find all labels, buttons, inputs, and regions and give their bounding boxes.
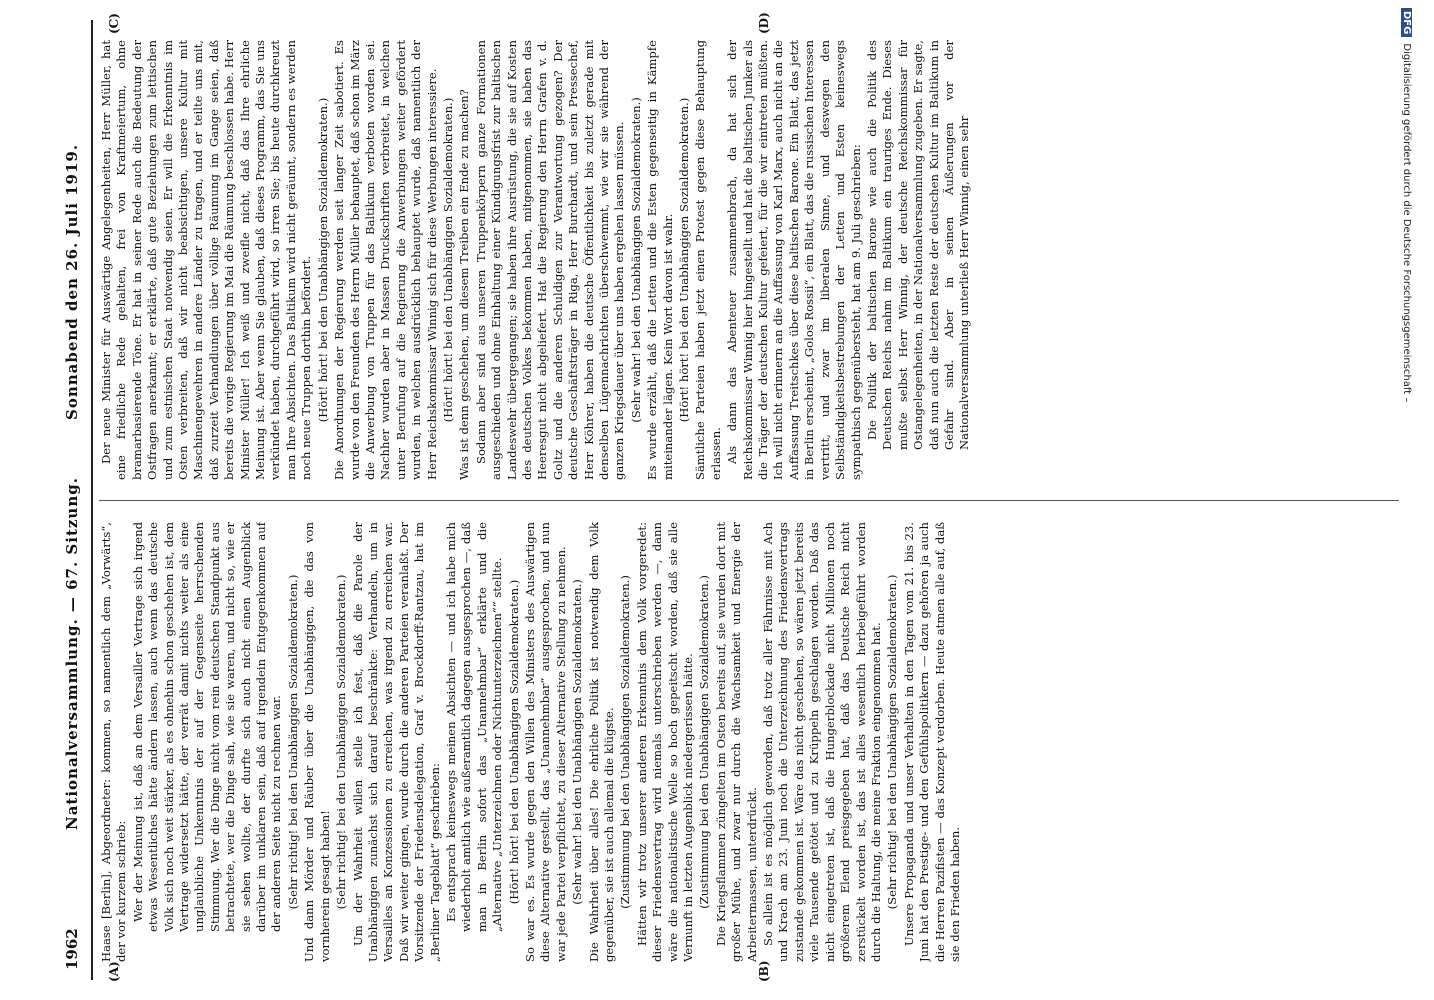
interjection: (Sehr richtig! bei den Unabhängigen Sozialdemokraten.) — [885, 574, 900, 910]
paragraph: Der neue Minister für Auswärtige Angelegenheiten, Herr Müller, hat eine friedliche Rede gehalten, frei von Kraftmeiertum, ohne bramarbasierende Töne. Er hat in seiner Rede auch die Bedeutung der Ostfragen anerkannt; er erklärte, daß gute Beziehungen zum lettischen und zum estnischen Staat notwendig seien. Er will die Erkenntnis im Osten verbreiten, daß wir nicht beabsichtigen, unsere Kultur mit Maschinengewehren in andere Länder zu tragen, und er teilte uns mit, daß zurzeit Verhandlungen über völlige Räumung im Gange seien, daß bereits die vorige Regierung im Mai die Räumung beschlossen habe. Herr Minister Müller! Ich weiß und zweifle nicht, daß das Ihre ehrliche Meinung ist. Aber wenn Sie glauben, daß dieses Programm, das Sie uns verkündet haben, durchgeführt wird, so irren Sie; bis heute durchkreuzt man Ihre Absichten. Das Baltikum wird nicht geräumt, sondern es werden noch neue Truppen dorthin befördert. — [99, 40, 314, 480]
interjection: (Zustimmung bei den Unabhängigen Sozialdemokraten.) — [697, 575, 712, 909]
paragraph: Die Kriegsflammen züngelten im Osten bereits auf, sie wurden dort mit großer Mühe, und zwar nur durch die Wachsamkeit und Energie der Arbeitermassen, unterdrückt. — [713, 522, 759, 962]
paragraph: Haase [Berlin], Abgeordneter: kommen, so namentlich dem „Vorwärts“, der vor kurzem schrieb: — [99, 522, 129, 962]
paragraph: Sodann aber sind aus unseren Truppenkörpern ganze Formationen ausgeschieden und ohne Einhaltung einer Kündigungsfrist zur baltischen Landeswehr übergegangen; sie haben ihre Ausrüstung, die sie auf Kosten des deutschen Volkes bekommen haben, mitgenommen, sie haben das Heeresgut nicht abgeliefert. Hat die Regierung den Herrn Grafen v. d. Goltz und die anderen Schuldigen zur Verantwortung gezogen? Der deutsche Geschäftsträger in Riga, Herr Burchardt, und sein Pressechef, Herr Köhrer, haben die deutsche Öffentlichkeit bis zuletzt gerade mit denselben Lügennachrichten überschwemmt, wie wir sie während der ganzen Kriegsdauer über uns haben ergehen lassen müssen. — [473, 40, 627, 480]
interjection: (Sehr wahr! bei den Unabhängigen Sozialdemokraten.) — [570, 579, 585, 905]
interjection: (Sehr richtig! bei den Unabhängigen Sozialdemokraten.) — [334, 574, 349, 910]
paragraph: Wer der Meinung ist, daß an dem Versailler Vertrage sich irgend etwas Wesentliches hätte ändern lassen, auch wenn das deutsche Volk sich noch weit stärker, als es ohnehin schon geschehen ist, dem Vertrage widersetzt hätte, der verrät damit nichts weiter als eine unglaubliche Unkenntnis der auf der Gegenseite herrschenden Stimmung. Wer die Dinge nicht vom rein deutschen Standpunkt aus betrachtete, wer die Dinge sah, wie sie waren, und nicht so, wie er sie sehen wollte, der durfte sich auch nicht einen Augenblick darüber im unklaren sein, daß auf irgendein Entgegenkommen auf der anderen Seite nicht zu rechnen war. — [130, 522, 284, 932]
interjection: (Hört! hört! bei den Unabhängigen Sozialdemokraten.) — [506, 579, 521, 905]
page-header — [57, 20, 93, 980]
paragraph: Die Anordnungen der Regierung werden seit langer Zeit sabotiert. Es wurde von den Freunden des Herrn Müller behauptet, daß schon im März die Anwerbung von Truppen für das Baltikum verboten worden sei. Nachher wurden aber in Massen Druckschriften verbreitet, in welchen unter Berufung auf die Regierung die Anwerbungen weiter gefördert wurden, in welchen ausdrücklich behauptet wurde, daß namentlich der Herr Reichskommissar Winnig sich für diese Werbungen interessiere. — [332, 40, 439, 480]
interjection: (Sehr wahr! bei den Unabhängigen Sozialdemokraten.) — [628, 97, 643, 423]
right-column — [99, 40, 1409, 480]
paragraph: Als dann das Abenteuer zusammenbrach, da hat sich der Reichskommissar Winnig hier hingestellt und hat die baltischen Junker als die Träger der deutschen Kultur gefeiert, für die wir eintreten müßten. Ich will nicht erinnern an die Auffassung von Karl Marx, auch nicht an die Auffassung Treitschkes über diese baltischen Barone. Ein Blatt, das jetzt in Berlin erscheint, „Golos Rossii“, ein Blatt, das die russischen Interessen vertritt, und zwar im liberalen Sinne, und deswegen den Selbständigkeitsbestrebungen der Letten und Esten keineswegs sympathisch gegenübersteht, hat am 9. Juli geschrieben: — [725, 40, 863, 480]
paragraph: Und dann Mörder und Räuber über die Unabhängigen, die das von vornherein gesagt haben! — [302, 522, 332, 962]
paragraph: Die Wahrheit über alles! Die ehrliche Politik ist notwendig dem Volk gegenüber, sie ist auch allemal die klügste. — [586, 522, 616, 962]
interjection: (Hört! hört! bei den Unabhängigen Sozialdemokraten.) — [315, 97, 330, 423]
margin-marker-b: (B) — [757, 960, 771, 982]
paragraph: So war es. Es wurde gegen den Willen des Ministers des Auswärtigen diese Alternative gestellt, das „Unannehmbar“ ausgesprochen, und nun war jede Partei verpflichtet, zu dieser Alternative Stellung zu nehmen. — [522, 522, 568, 962]
dfg-logo: DFG — [1401, 8, 1412, 37]
paragraph: Es entsprach keineswegs meinen Absichten — und ich habe mich wiederholt amtlich wie außeramtlich dagegen ausgesprochen —, daß man in Berlin sofort das „Unannehmbar“ erklärte und die „Alternative „Unterzeichnen oder Nichtunterzeichnen““ stellte. — [443, 522, 505, 932]
page-number: 1962 — [63, 928, 81, 970]
interjection: (Sehr richtig! bei den Unabhängigen Sozialdemokraten.) — [285, 574, 300, 910]
margin-marker-d: (D) — [757, 12, 771, 34]
interjection: (Hört! hört! bei den Unabhängigen Sozialdemokraten.) — [677, 97, 692, 423]
credit-text: Digitalisierung gefördert durch die Deutsche Forschungsgemeinschaft – — [1401, 43, 1412, 403]
paragraph: Hätten wir trotz unserer anderen Erkenntnis dem Volk vorgeredet: dieser Friedensvertrag wird niemals unterschrieben werden —, dann wäre die nationalistische Welle so hoch gepeitscht worden, daß sie alle Vernunft in letzten Augenblick niedergerissen hätte. — [634, 522, 696, 962]
paragraph: Unsere Propaganda und unser Verhalten in den Tagen vom 21. bis 23. Juni hat den Prestige- und den Gefühlspolitikern — dazu gehören ja auch die Herren Pazifisten — das Konzept verdorben. Heute atmen alle auf, daß sie den Frieden haben. — [901, 522, 962, 962]
session-date: Sonnabend den 26. Juli 1919. — [63, 143, 81, 420]
paragraph: Die Politik der baltischen Barone wie auch die Politik des Deutschen Reichs nahm im Baltikum ein trauriges Ende. Dieses mußte selbst Herr Winnig, der deutsche Reichskommissar für Ostangelegenheiten, in der Nationalversammlung zugeben. Er sagte, daß nun auch die letzten Reste der deutschen Kultur im Baltikum in Gefahr sind. Aber in seinen Äußerungen vor der Nationalversammlung unterließ Herr Winnig, einen sehr — [864, 40, 972, 450]
margin-marker-a: (A) — [107, 961, 121, 982]
paragraph: Was ist denn geschehen, um diesem Treiben ein Ende zu machen? — [457, 89, 472, 480]
paragraph: Sämtliche Parteien haben jetzt einen Protest gegen diese Behauptung erlassen. — [693, 40, 723, 480]
interjection: (Zustimmung bei den Unabhängigen Sozialdemokraten.) — [618, 575, 633, 909]
digitization-credit — [1396, 8, 1412, 988]
newspaper-sheet — [57, 12, 1417, 982]
left-column — [99, 522, 1409, 962]
paragraph: So allein ist es möglich geworden, daß trotz aller Fährnisse mit Ach und Krach am 23. Juni noch die Unterzeichnung des Friedensvertrags zustande gekommen ist. Wäre das nicht geschehen, so wären jetzt bereits viele Tausende getötet und zu Krüppeln geschlagen worden. Daß das nicht eingetreten ist, daß die Hungerblockade nicht Millionen noch größerem Elend preisgegeben hat, daß das Deutsche Reich nicht zerstückelt worden ist, das ist alles wesentlich herbeigeführt worden durch die Haltung, die meine Fraktion eingenommen hat. — [761, 522, 883, 962]
paragraph: Es wurde erzählt, daß die Letten und die Esten gegenseitig in Kämpfe miteinander lägen. Kein Wort davon ist wahr. — [645, 40, 675, 480]
interjection: (Hört! hört! bei den Unabhängigen Sozialdemokraten.) — [440, 97, 455, 423]
column-divider — [99, 500, 1399, 501]
header-rule — [91, 20, 93, 980]
margin-marker-c: (C) — [107, 13, 121, 34]
paragraph: Um der Wahrheit willen stelle ich fest, daß die Parole der Unabhängigen zunächst sich darauf beschränkte: Verhandeln, um in Versailles an Konzessionen zu erreichen, was irgend zu erreichen war. Daß wir weiter gingen, wurde durch die anderen Parteien veranlaßt. Der Vorsitzende der Friedensdelegation, Graf v. Brockdorff-Rantzau, hat im „Berliner Tageblatt“ geschrieben: — [350, 522, 442, 962]
session-title: Nationalversammlung. — 67. Sitzung. — [63, 477, 81, 830]
